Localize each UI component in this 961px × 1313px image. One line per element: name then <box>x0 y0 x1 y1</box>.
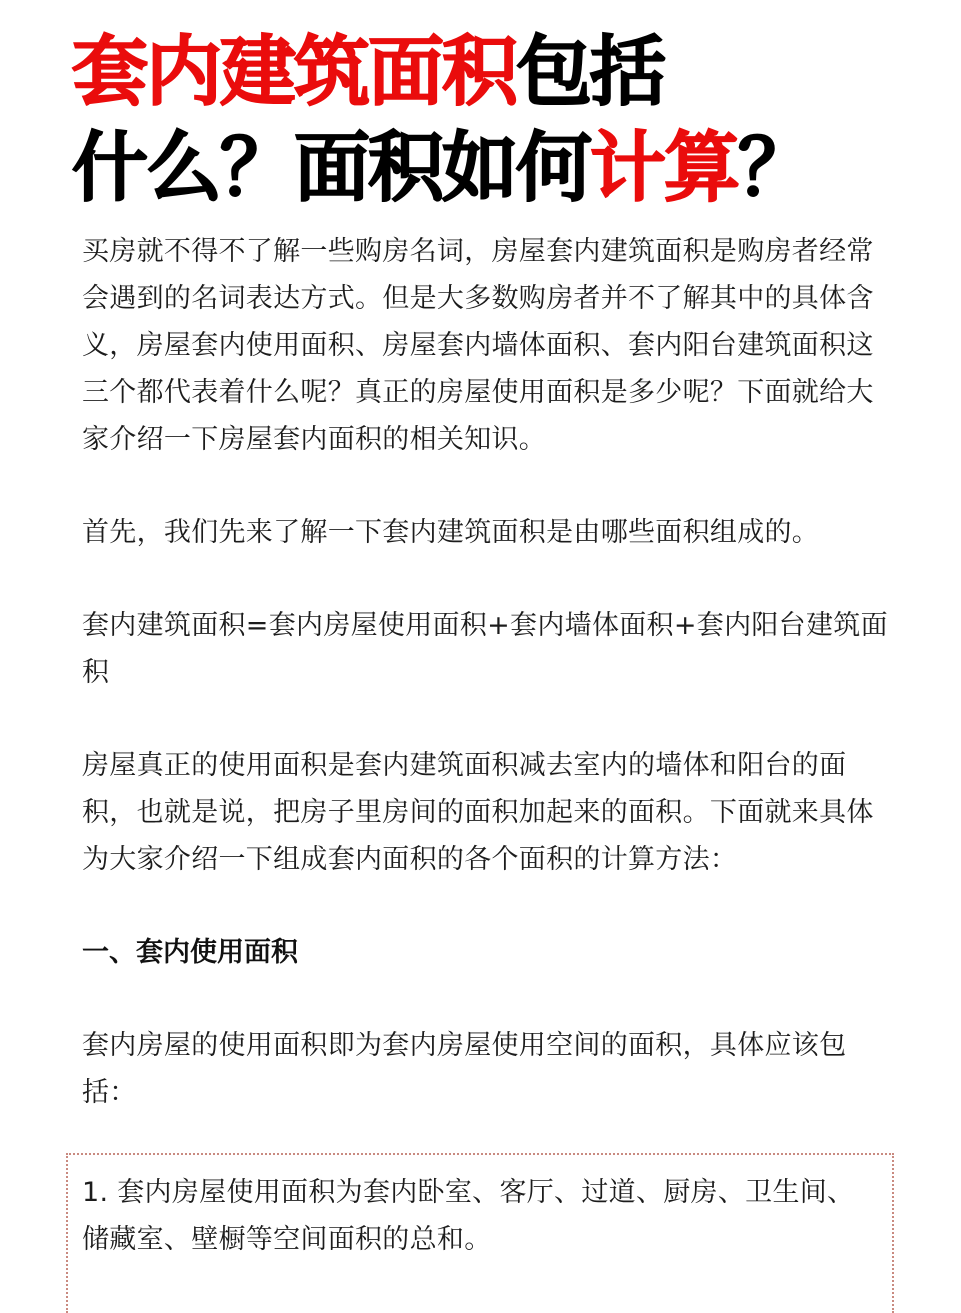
real-area-paragraph: 房屋真正的使用面积是套内建筑面积减去室内的墙体和阳台的面积，也就是说，把房子里房间的面积加起来的面积。下面就来具体为大家介绍一下组成套内面积的各个面积的计算方法： <box>82 750 874 875</box>
first-paragraph: 首先，我们先来了解一下套内建筑面积是由哪些面积组成的。 <box>82 517 820 548</box>
formula-paragraph: 套内建筑面积=套内房屋使用面积+套内墙体面积+套内阳台建筑面积 <box>82 610 888 688</box>
article-title <box>72 24 932 216</box>
title-question-mark: ？ <box>738 123 812 212</box>
title-line-2 <box>72 120 932 216</box>
title-highlight-red: 套内建筑面积 <box>72 27 516 116</box>
section-paragraph: 套内房屋的使用面积即为套内房屋使用空间的面积，具体应该包括： <box>82 1030 847 1108</box>
intro-paragraph: 买房就不得不了解一些购房名词，房屋套内建筑面积是购房者经常会遇到的名词表达方式。但是大多数购房者并不了解其中的具体含义，房屋套内使用面积、房屋套内墙体面积、套内阳台建筑面积这三个都代表着什么呢？真正的房屋使用面积是多少呢？下面就给大家介绍一下房屋套内面积的相关知识。 <box>82 236 874 455</box>
title-line-1 <box>72 24 932 120</box>
section-heading: 一、套内使用面积 <box>82 937 298 968</box>
title-text-black: 什么？面积如何 <box>72 123 590 212</box>
note-item: 1. 套内房屋使用面积为套内卧室、客厅、过道、厨房、卫生间、储藏室、壁橱等空间面积的总和。 <box>82 1177 855 1255</box>
title-text-black: 包括 <box>516 27 664 116</box>
title-highlight-red: 计算 <box>590 123 738 212</box>
note-box <box>66 1153 894 1313</box>
article-body <box>82 228 892 1116</box>
